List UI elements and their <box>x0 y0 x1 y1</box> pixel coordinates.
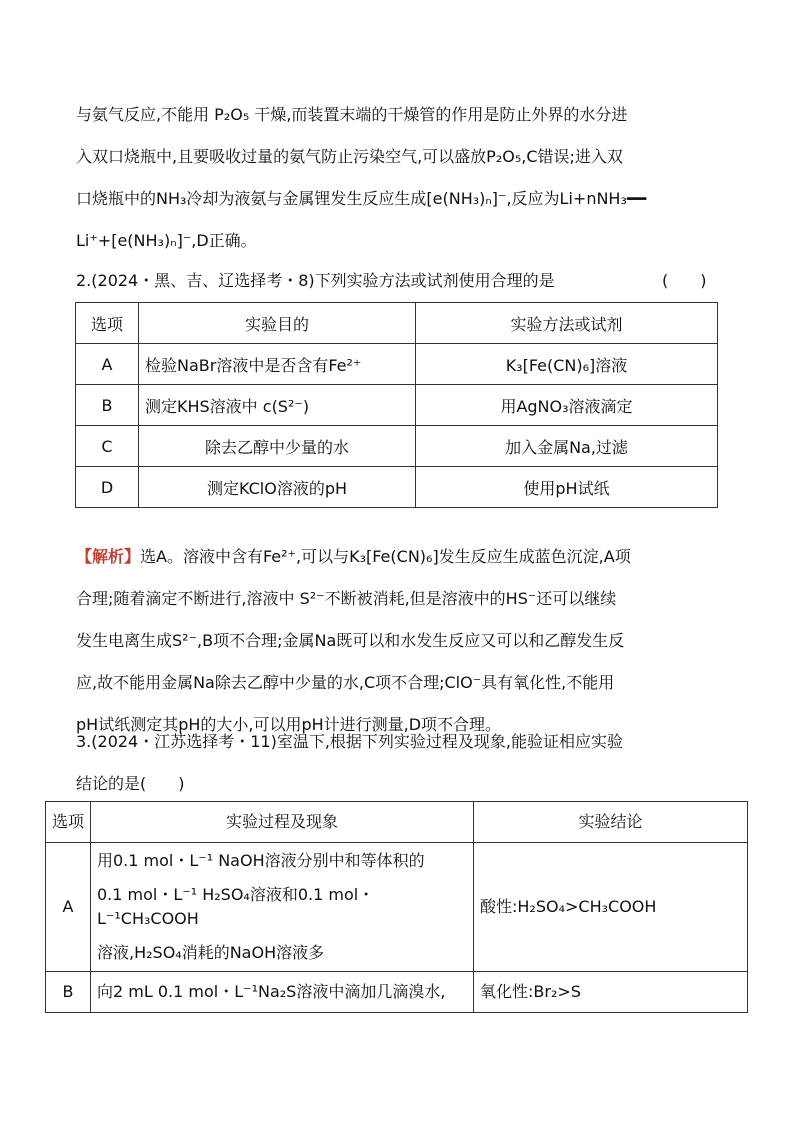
row-option: D <box>76 467 139 508</box>
row-option: B <box>76 385 139 426</box>
analysis-line-4: 应,故不能用金属Na除去乙醇中少量的水,C项不合理;ClO⁻具有氧化性,不能用 <box>76 673 615 692</box>
header-purpose: 实验目的 <box>139 303 416 344</box>
row-purpose: 测定KHS溶液中 c(S²⁻) <box>139 385 416 426</box>
q3-table <box>45 801 748 1013</box>
table-row <box>46 843 748 972</box>
row-conclusion: 酸性:H₂SO₄>CH₃COOH <box>474 843 748 972</box>
table-header-row <box>46 802 748 843</box>
q2-answer-paren: ( ) <box>662 271 707 290</box>
table-row <box>46 972 748 1013</box>
row-purpose: 除去乙醇中少量的水 <box>139 426 416 467</box>
header-method: 实验方法或试剂 <box>416 303 718 344</box>
intro-line-2: 入双口烧瓶中,且要吸收过量的氨气防止污染空气,可以盛放P₂O₅,C错误;进入双 <box>76 147 623 166</box>
row-option: A <box>46 843 91 972</box>
table-row <box>76 344 718 385</box>
row-option: C <box>76 426 139 467</box>
intro-line-4: Li⁺+[e(NH₃)ₙ]⁻,D正确。 <box>76 231 257 250</box>
header-conclusion: 实验结论 <box>474 802 748 843</box>
row-method: 用AgNO₃溶液滴定 <box>416 385 718 426</box>
row-option: A <box>76 344 139 385</box>
analysis-line-3: 发生电离生成S²⁻,B项不合理;金属Na既可以和水发生反应又可以和乙醇发生反 <box>76 631 625 650</box>
row-process: 向2 mL 0.1 mol・L⁻¹Na₂S溶液中滴加几滴溴水, <box>91 972 474 1013</box>
row-method: K₃[Fe(CN)₆]溶液 <box>416 344 718 385</box>
process-line: 用0.1 mol・L⁻¹ NaOH溶液分别中和等体积的 <box>97 851 425 870</box>
header-option: 选项 <box>46 802 91 843</box>
row-option: B <box>46 972 91 1013</box>
table-row <box>76 385 718 426</box>
row-method: 使用pH试纸 <box>416 467 718 508</box>
q2-table <box>75 302 718 508</box>
row-method: 加入金属Na,过滤 <box>416 426 718 467</box>
intro-line-1: 与氨气反应,不能用 P₂O₅ 干燥,而装置末端的干燥管的作用是防止外界的水分进 <box>76 105 628 124</box>
header-process: 实验过程及现象 <box>91 802 474 843</box>
row-process <box>91 843 474 972</box>
process-line: 溶液,H₂SO₄消耗的NaOH溶液多 <box>97 943 325 962</box>
q3-stem-line-1: 3.(2024・江苏选择考・11)室温下,根据下列实验过程及现象,能验证相应实验 <box>76 732 624 751</box>
q3-stem-line-2: 结论的是( ) <box>76 774 185 793</box>
header-option: 选项 <box>76 303 139 344</box>
intro-line-3: 口烧瓶中的NH₃冷却为液氨与金属锂发生反应生成[e(NH₃)ₙ]⁻,反应为Li+nNH₃━━ <box>76 189 647 208</box>
table-header-row <box>76 303 718 344</box>
analysis-line-5: pH试纸测定其pH的大小,可以用pH计进行测量,D项不合理。 <box>76 715 502 734</box>
analysis-line-2: 合理;随着滴定不断进行,溶液中 S²⁻不断被消耗,但是溶液中的HS⁻还可以继续 <box>76 589 617 608</box>
process-line: 0.1 mol・L⁻¹ H₂SO₄溶液和0.1 mol・L⁻¹CH₃COOH <box>97 885 375 928</box>
table-row <box>76 467 718 508</box>
analysis-text-1: 选A。溶液中含有Fe²⁺,可以与K₃[Fe(CN)₆]发生反应生成蓝色沉淀,A项 <box>140 547 631 566</box>
row-purpose: 检验NaBr溶液中是否含有Fe²⁺ <box>139 344 416 385</box>
q2-stem-text: 2.(2024・黑、吉、辽选择考・8)下列实验方法或试剂使用合理的是 <box>76 271 555 290</box>
q2-stem <box>76 270 555 292</box>
analysis-tag: 【解析】 <box>76 547 141 566</box>
row-purpose: 测定KClO溶液的pH <box>139 467 416 508</box>
analysis-line-1 <box>76 546 631 568</box>
table-row <box>76 426 718 467</box>
row-conclusion: 氧化性:Br₂>S <box>474 972 748 1013</box>
